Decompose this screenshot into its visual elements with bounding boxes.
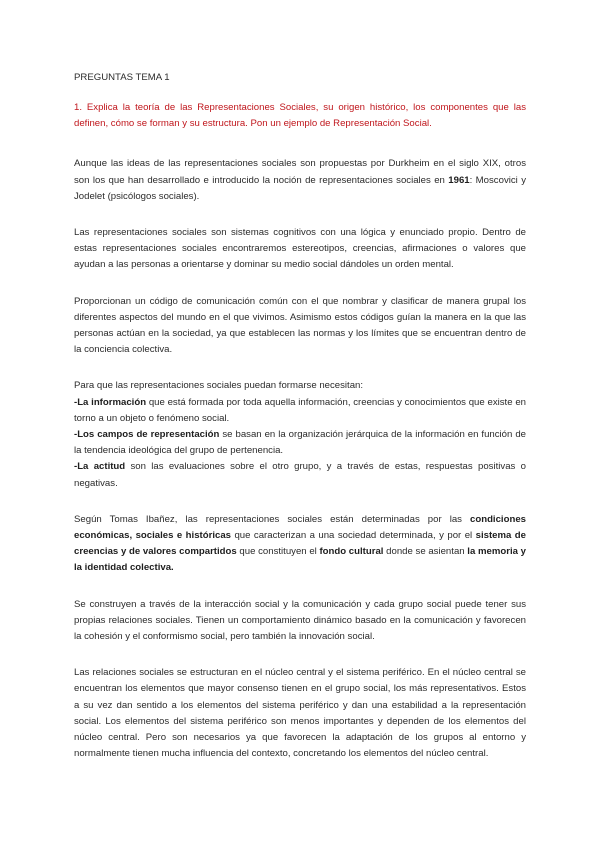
ibanez-bold-beliefs: sistema de creencias y de valores compartidos: [74, 530, 526, 558]
paragraph-origin-text-b: : Moscovici y Jodelet (psicólogos sociales).: [74, 174, 526, 202]
ibanez-text-d: que constituyen el: [236, 546, 320, 558]
list-intro: Para que las representaciones sociales puedan formarse necesitan:: [74, 380, 364, 392]
list-item-text: que está formada por toda aquella información, creencias y conocimientos que existe en torno a un objeto o fenómeno social.: [74, 396, 526, 424]
list-item-bold: -Los campos de representación: [74, 429, 220, 441]
list-item-bold: -La información: [74, 396, 147, 408]
list-item-text: se basan en la organización jerárquica de la información en función de la tendencia ideológica del grupo de pertenencia.: [74, 429, 526, 457]
paragraph-definition: Las representaciones sociales son sistemas cognitivos con una lógica y enunciado propio. Dentro de estas representaciones sociales encontraremos estereotipos, creencias, afirmaciones o valores que ayudan a las personas a orientarse y dominar su medio social dándoles un orden mental.: [74, 227, 526, 271]
paragraph-origin: [74, 156, 526, 205]
question-heading: 1. Explica la teoría de las Representaciones Sociales, su origen histórico, los componentes que las definen, cómo se forman y su estructura. Pon un ejemplo de Representación Social.: [74, 102, 526, 130]
list-item: [74, 459, 526, 491]
ibanez-text-e: donde se asientan: [383, 546, 468, 558]
paragraph-origin-year: 1961: [448, 174, 470, 186]
list-item: [74, 427, 526, 459]
list-item: [74, 395, 526, 427]
ibanez-text-c: que caracterizan a una sociedad determinada, y por el: [231, 530, 476, 542]
list-item-text: son las evaluaciones sobre el otro grupo, y a través de estas, respuestas positivas o negativas.: [74, 461, 526, 489]
paragraph-structure: Las relaciones sociales se estructuran en el núcleo central y el sistema periférico. En el núcleo central se encuentran los elementos que mayor consenso tienen en el grupo social, los más representativos. Estos a su vez dan sentido a los elementos del sistema periférico y dan una estabilidad a la representación social. Los elementos del sistema periférico son menos importantes y dependen de los elementos del núcleo central. Pero son necesarios ya que favorecen la adaptación de los grupos al entorno y normalmente tienen mucha influencia del contexto, concretando los elementos del núcleo central.: [74, 667, 526, 760]
ibanez-bold-fondo: fondo cultural: [319, 546, 384, 558]
ibanez-text-a: Según Tomas Ibañez, las representaciones sociales están determinadas por las: [74, 513, 471, 525]
page-title: PREGUNTAS TEMA 1: [74, 72, 170, 83]
ibanez-bold-conditions: condiciones económicas, sociales e históricas: [74, 513, 526, 542]
list-item-bold: -La actitud: [74, 461, 126, 473]
paragraph-construction: Se construyen a través de la interacción social y la comunicación y cada grupo social puede tener sus propias relaciones sociales. Tienen un comportamiento dinámico basado en la comunicación y favorecen la cohesión y el conformismo social, pero también la innovación social.: [74, 598, 526, 643]
ibanez-bold-memoria: la memoria y la identidad colectiva.: [74, 546, 526, 574]
paragraph-code: Proporcionan un código de comunicación común con el que nombrar y clasificar de manera grupal los diferentes aspectos del mundo en el que vivimos. Asimismo estos códigos guían la manera en la que las personas actúan en la sociedad, ya que establecen las normas y los límites que se encuentran dentro de la conciencia colectiva.: [74, 295, 526, 356]
paragraph-ibanez: [74, 512, 526, 577]
paragraph-origin-text-a: Aunque las ideas de las representaciones sociales son propuestas por Durkheim en el siglo XIX, otros son los que han desarrollado e introducido la noción de representaciones sociales en: [74, 158, 526, 186]
